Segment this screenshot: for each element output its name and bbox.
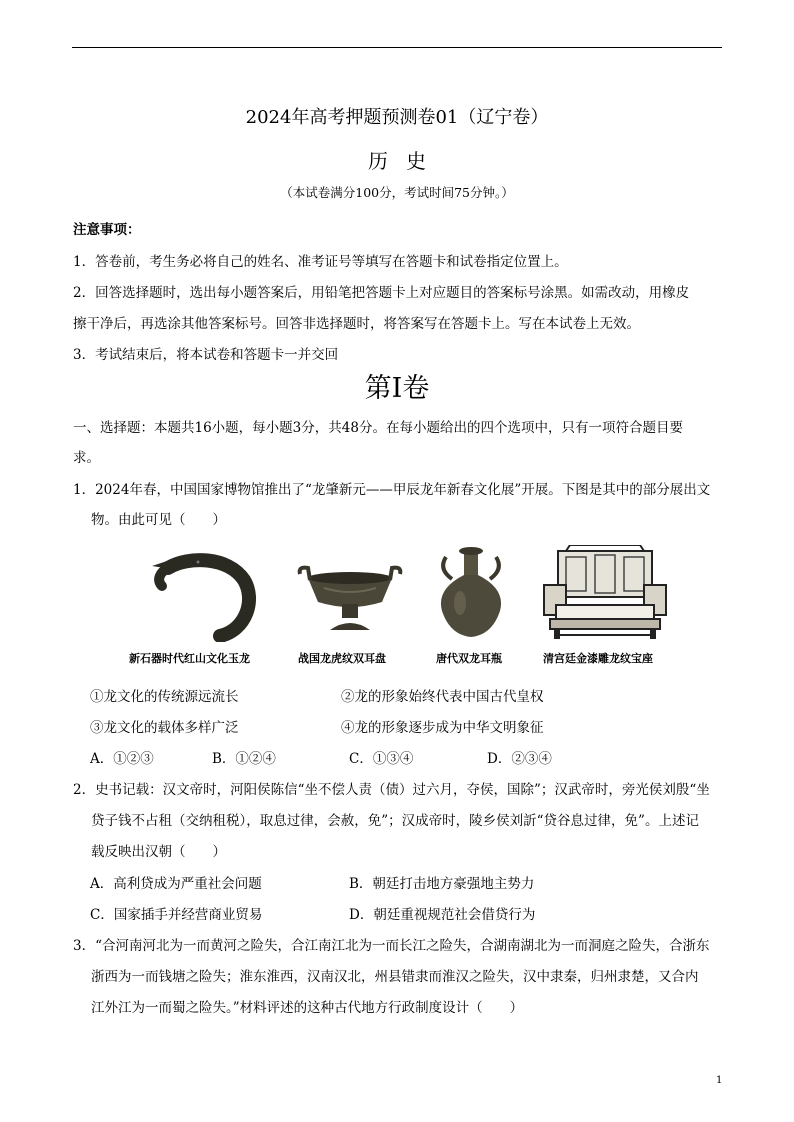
dragon-vase-image [430, 545, 512, 645]
page-title: 2024年高考押题预测卷01（辽宁卷） [245, 107, 549, 128]
q1-statement: ③龙文化的载体多样广泛 [90, 720, 239, 736]
question-2-stem: 2．史书记载：汉文帝时，河阳侯陈信“坐不偿人责（债）过六月，夺侯，国除”；汉武帝时，旁光侯刘殷“坐 [73, 782, 710, 798]
exam-note: （本试卷满分100分，考试时间75分钟。） [280, 185, 514, 200]
caption-dragon-throne: 清宫廷金漆雕龙纹宝座 [543, 652, 653, 665]
q1-statement: ①龙文化的传统源远流长 [90, 689, 239, 705]
question-3-stem: 江外江为一而蜀之险失。”材料评述的这种古代地方行政制度设计（ ） [91, 1000, 524, 1016]
bronze-plate-image [296, 558, 404, 642]
q1-option-a[interactable]: A．①②③ [90, 751, 154, 767]
q1-option-d[interactable]: D．②③④ [487, 751, 552, 767]
caption-jade-dragon: 新石器时代红山文化玉龙 [129, 652, 250, 665]
notice-item: 2．回答选择题时，选出每小题答案后，用铅笔把答题卡上对应题目的答案标号涂黑。如需改动，用橡皮 [73, 285, 690, 301]
q2-option-b[interactable]: B．朝廷打击地方豪强地主势力 [349, 876, 535, 892]
question-3-stem: 浙西为一而钱塘之险失；淮东淮西，汉南汉北，州县错隶而淮汉之险失，汉中隶秦，归州隶楚，又合内 [91, 969, 699, 985]
notice-item: 3．考试结束后，将本试卷和答题卡一并交回 [73, 347, 339, 363]
notice-heading: 注意事项： [73, 222, 141, 238]
question-2-stem: 载反映出汉朝（ ） [91, 844, 226, 860]
notice-item: 1．答卷前，考生务必将自己的姓名、准考证号等填写在答题卡和试卷指定位置上。 [73, 254, 568, 270]
notice-item: 擦干净后，再选涂其他答案标号。回答非选择题时，将答案写在答题卡上。写在本试卷上无效。 [73, 316, 640, 332]
question-2-stem: 贷子钱不占租（交纳租税），取息过律，会赦，免”；汉成帝时，陵乡侯刘訢“贷谷息过律，免”。上述记 [91, 813, 699, 829]
dragon-throne-image [540, 545, 670, 647]
q2-option-c[interactable]: C．国家插手并经营商业贸易 [90, 907, 263, 923]
q1-option-c[interactable]: C．①③④ [349, 751, 414, 767]
page-number: 1 [716, 1075, 723, 1086]
q1-statement: ②龙的形象始终代表中国古代皇权 [341, 689, 544, 705]
section-title: 第Ⅰ卷 [364, 373, 430, 404]
header-rule [72, 47, 722, 48]
jade-dragon-image [148, 552, 260, 646]
q1-option-b[interactable]: B．①②④ [212, 751, 276, 767]
question-3-stem: 3．“合河南河北为一而黄河之险失，合江南江北为一而长江之险失，合湖南湖北为一而洞庭之险失，合浙东 [73, 938, 710, 954]
section-intro: 求。 [73, 450, 100, 466]
q1-statement: ④龙的形象逐步成为中华文明象征 [341, 720, 544, 736]
question-1-stem: 物。由此可见（ ） [91, 512, 226, 528]
q2-option-a[interactable]: A．高利贷成为严重社会问题 [90, 876, 262, 892]
question-1-stem: 1．2024年春，中国国家博物馆推出了“龙肇新元——甲辰龙年新春文化展”开展。下图是其中的部分展出文 [73, 482, 711, 498]
caption-bronze-plate: 战国龙虎纹双耳盘 [298, 652, 386, 665]
subject-title: 历史 [368, 149, 444, 173]
q2-option-d[interactable]: D．朝廷重视规范社会借贷行为 [349, 907, 536, 923]
caption-dragon-vase: 唐代双龙耳瓶 [436, 652, 502, 665]
section-intro: 一、选择题：本题共16小题，每小题3分，共48分。在每小题给出的四个选项中，只有一项符合题目要 [73, 420, 683, 436]
